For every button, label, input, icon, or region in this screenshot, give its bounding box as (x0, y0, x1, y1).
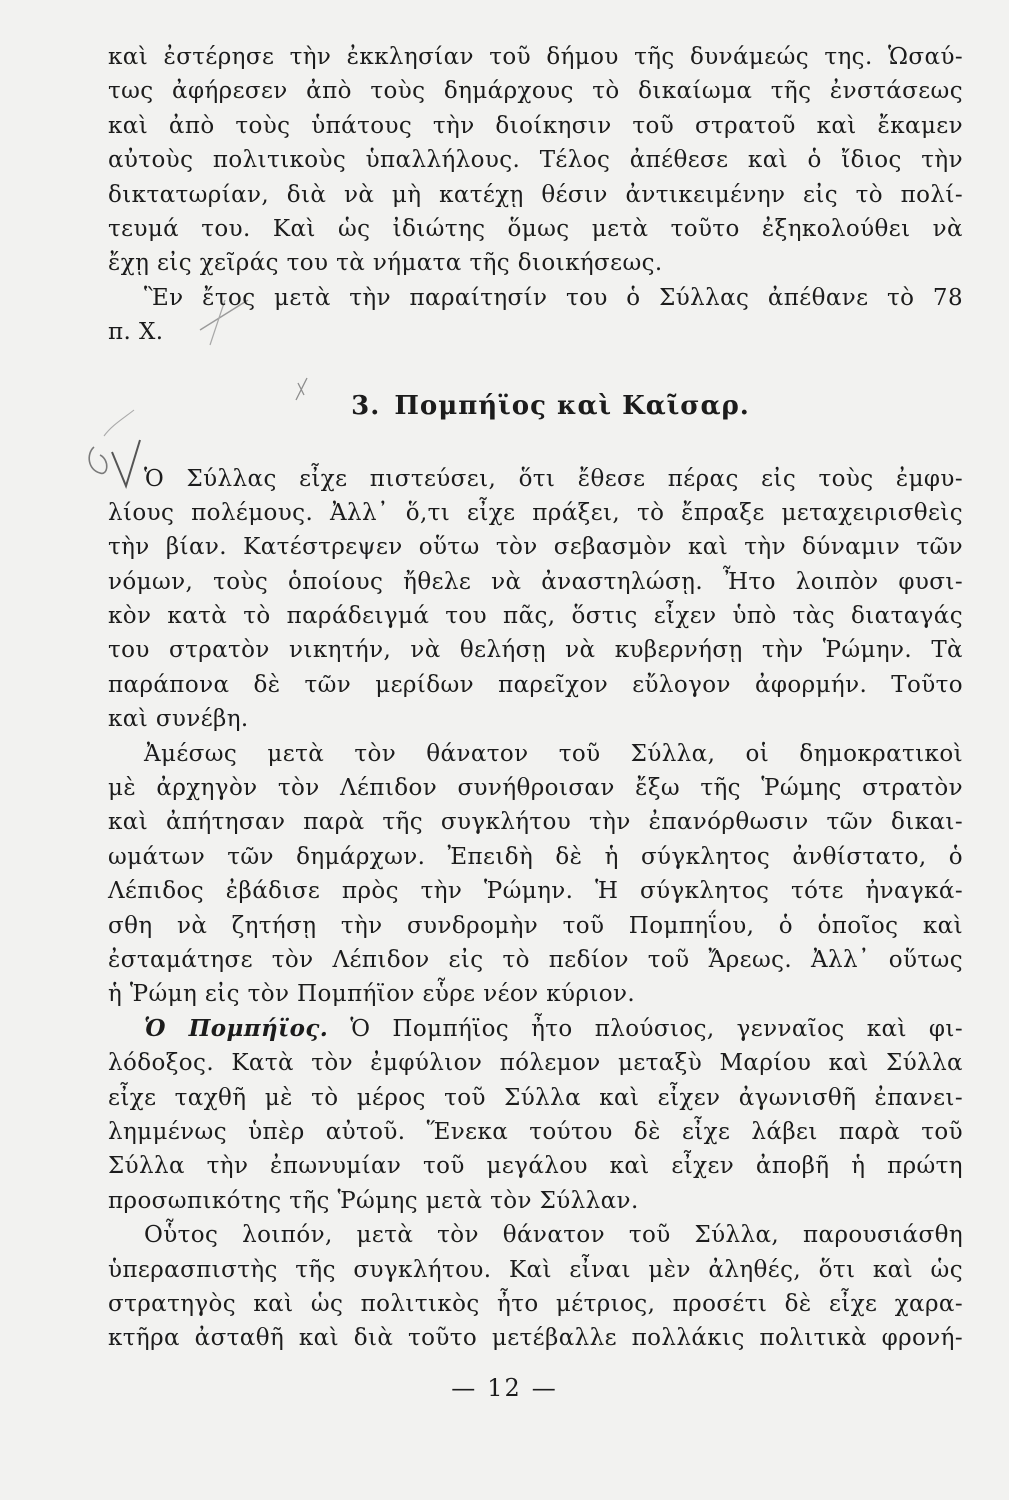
text-line: καὶ ἀπήτησαν παρὰ τῆς συγκλήτου τὴν ἐπανόρθωσιν τῶν δικαι- (108, 809, 963, 836)
text-line (108, 1012, 963, 1046)
text-line: προσωπικότης τῆς Ῥώμης μετὰ τὸν Σύλλαν. (108, 1187, 639, 1214)
paragraph-5 (108, 1012, 963, 1218)
text-line: παράπονα δὲ τῶν μερίδων παρεῖχον εὔλογον ἀφορμήν. Τοῦτο (108, 671, 963, 698)
text-line: Λέπιδος ἐβάδισε πρὸς τὴν Ῥώμην. Ἡ σύγκλητος τότε ἠναγκά- (108, 878, 963, 905)
text-line: τὴν βίαν. Κατέστρεψεν οὕτω τὸν σεβασμὸν καὶ τὴν δύναμιν τῶν (108, 534, 963, 561)
folio-dash: — (451, 1374, 478, 1402)
text-line: σθη νὰ ζητήσῃ τὴν συνδρομὴν τοῦ Πομπηΐου, ὁ ὁποῖος καὶ (108, 912, 963, 939)
text-line: ἐσταμάτησε τὸν Λέπιδον εἰς τὸ πεδίον τοῦ Ἄρεως. Ἀλλ᾽ οὕτως (108, 946, 963, 973)
text-line: καὶ ἐστέρησε τὴν ἐκκλησίαν τοῦ δήμου τῆς δυνάμεώς της. Ὡσαύ- (108, 44, 963, 70)
page-number-value: 12 (487, 1374, 522, 1402)
text-line: Ἓν ἔτος μετὰ τὴν παραίτησίν του ὁ Σύλλας ἀπέθανε τὸ 78 (144, 284, 963, 311)
text-line: λημμένως ὑπὲρ αὐτοῦ. Ἕνεκα τούτου δὲ εἶχε λάβει παρὰ τοῦ (108, 1118, 963, 1145)
text-line: ωμάτων τῶν δημάρχων. Ἐπειδὴ δὲ ἡ σύγκλητος ἀνθίστατο, ὁ (108, 843, 963, 870)
text-line: ὑπερασπιστὴς τῆς συγκλήτου. Καὶ εἶναι μὲν ἀληθές, ὅτι καὶ ὡς (108, 1256, 963, 1283)
text-line: ἔχῃ εἰς χεῖράς του τὰ νήματα τῆς διοικήσεως. (108, 250, 663, 277)
text-line: μὲ ἀρχηγὸν τὸν Λέπιδον συνήθροισαν ἔξω τῆς Ῥώμης στρατὸν (108, 775, 963, 802)
text-line: Σύλλα τὴν ἐπωνυμίαν τοῦ μεγάλου καὶ εἶχεν ἀποβῆ ἡ πρώτη (108, 1153, 963, 1180)
paragraph-4 (108, 737, 963, 1012)
page-number (0, 1374, 1009, 1402)
text-line: ἡ Ῥώμη εἰς τὸν Πομπήϊον εὗρε νέον κύριον. (108, 981, 636, 1008)
text-line: Ἀμέσως μετὰ τὸν θάνατον τοῦ Σύλλα, οἱ δημοκρατικοὶ (144, 740, 963, 767)
folio-dash: — (531, 1374, 558, 1402)
text-line: κὸν κατὰ τὸ παράδειγμά του πᾶς, ὅστις εἶχεν ὑπὸ τὰς διαταγάς (108, 603, 963, 630)
section-number: 3. (351, 390, 381, 421)
text-span: Ὁ Πομπήϊος ἦτο πλούσιος, γενναῖος καὶ φι- (328, 1015, 963, 1042)
text-line: λίους πολέμους. Ἀλλ᾽ ὅ,τι εἶχε πράξει, τὸ ἔπραξε μεταχειρισθεὶς (108, 499, 963, 526)
paragraph-1 (108, 40, 963, 281)
page-body (108, 40, 963, 1356)
text-line: αὐτοὺς πολιτικοὺς ὑπαλλήλους. Τέλος ἀπέθεσε καὶ ὁ ἴδιος τὴν (108, 147, 963, 174)
paragraph-3 (108, 462, 963, 737)
text-line: νόμων, τοὺς ὁποίους ἤθελε νὰ ἀναστηλώσῃ. Ἦτο λοιπὸν φυσι- (108, 568, 963, 595)
text-line: Οὗτος λοιπόν, μετὰ τὸν θάνατον τοῦ Σύλλα, παρουσιάσθη (144, 1222, 963, 1249)
runin-heading: Ὁ Πομπήϊος. (144, 1014, 329, 1042)
section-heading (108, 350, 963, 462)
text-line: λόδοξος. Κατὰ τὸν ἐμφύλιον πόλεμον μεταξὺ Μαρίου καὶ Σύλλα (108, 1050, 963, 1077)
text-line: π. Χ. (108, 319, 164, 346)
text-line: εἶχε ταχθῆ μὲ τὸ μέρος τοῦ Σύλλα καὶ εἶχεν ἀγωνισθῆ ἐπανει- (108, 1084, 963, 1111)
text-line: τως ἀφήρεσεν ἀπὸ τοὺς δημάρχους τὸ δικαίωμα τῆς ἐνστάσεως (108, 78, 963, 105)
text-line: Ὁ Σύλλας εἶχε πιστεύσει, ὅτι ἔθεσε πέρας εἰς τοὺς ἐμφυ- (144, 465, 963, 492)
text-line: καὶ ἀπὸ τοὺς ὑπάτους τὴν διοίκησιν τοῦ στρατοῦ καὶ ἔκαμεν (108, 112, 963, 139)
text-line: τευμά του. Καὶ ὡς ἰδιώτης ὅμως μετὰ τοῦτο ἐξηκολούθει νὰ (108, 215, 963, 242)
text-line: του στρατὸν νικητήν, νὰ θελήσῃ νὰ κυβερνήσῃ τὴν Ῥώμην. Τὰ (108, 637, 963, 664)
text-line: κτῆρα ἀσταθῆ καὶ διὰ τοῦτο μετέβαλλε πολλάκις πολιτικὰ φρονή- (108, 1325, 963, 1352)
paragraph-2 (108, 281, 963, 350)
text-line: δικτατωρίαν, διὰ νὰ μὴ κατέχῃ θέσιν ἀντικειμένην εἰς τὸ πολί- (108, 181, 963, 208)
text-line: καὶ συνέβη. (108, 706, 249, 733)
paragraph-6 (108, 1218, 963, 1356)
text-line: στρατηγὸς καὶ ὡς πολιτικὸς ἦτο μέτριος, προσέτι δὲ εἶχε χαρα- (108, 1290, 963, 1317)
section-title: Πομπήϊος καὶ Καῖσαρ. (394, 390, 750, 421)
